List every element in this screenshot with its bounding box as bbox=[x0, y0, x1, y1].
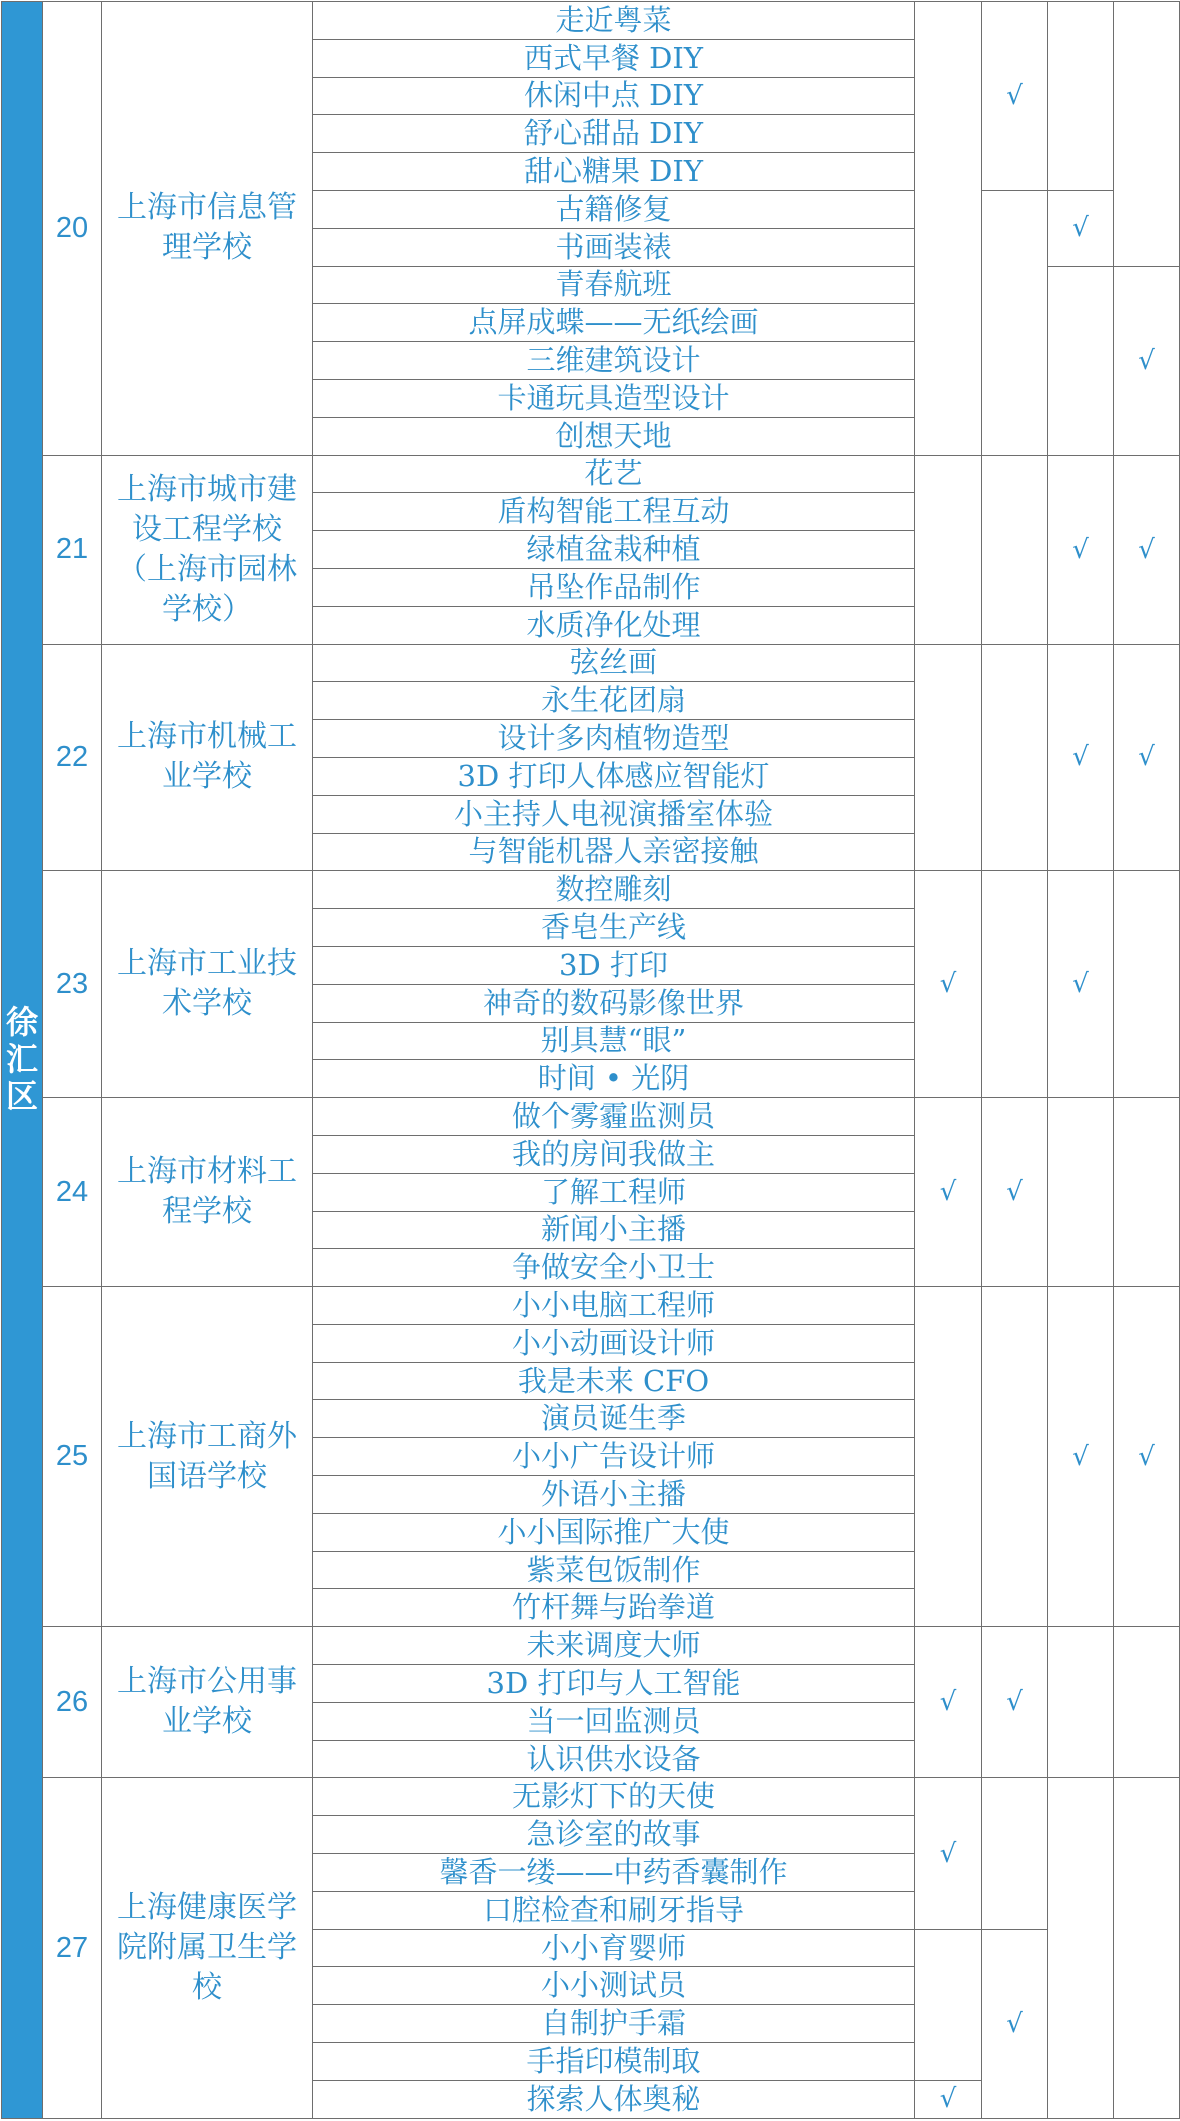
course-name: 与智能机器人亲密接触 bbox=[313, 833, 915, 871]
district-cell bbox=[2, 2, 43, 2119]
check-mark-col-1: √ bbox=[915, 1778, 982, 1929]
course-name: 花艺 bbox=[313, 455, 915, 493]
check-mark-col-2 bbox=[982, 644, 1048, 871]
check-mark-col-3 bbox=[1048, 1627, 1114, 1778]
course-name: 绿植盆栽种植 bbox=[313, 531, 915, 569]
check-mark-col-4: √ bbox=[1114, 455, 1180, 644]
course-name: 西式早餐 DIY bbox=[313, 39, 915, 77]
course-name: 口腔检查和刷牙指导 bbox=[313, 1891, 915, 1929]
check-mark-col-1: √ bbox=[915, 1627, 982, 1778]
course-name: 设计多肉植物造型 bbox=[313, 720, 915, 758]
course-name: 小小育婴师 bbox=[313, 1929, 915, 1967]
check-mark-col-4 bbox=[1114, 1627, 1180, 1778]
check-mark-col-1: √ bbox=[915, 871, 982, 1098]
course-name: 舒心甜品 DIY bbox=[313, 115, 915, 153]
course-name: 探索人体奥秘 bbox=[313, 2080, 915, 2118]
check-mark-col-2 bbox=[982, 1287, 1048, 1627]
school-name: 上海市公用事业学校 bbox=[102, 1627, 313, 1778]
school-name: 上海健康医学院附属卫生学校 bbox=[102, 1778, 313, 2118]
course-name: 我是未来 CFO bbox=[313, 1362, 915, 1400]
school-number: 22 bbox=[43, 644, 102, 871]
course-name: 弦丝画 bbox=[313, 644, 915, 682]
course-name: 三维建筑设计 bbox=[313, 342, 915, 380]
check-mark-col-4: √ bbox=[1114, 644, 1180, 871]
check-mark-col-1 bbox=[915, 2, 982, 456]
school-name: 上海市信息管理学校 bbox=[102, 2, 313, 456]
check-mark-col-3: √ bbox=[1048, 644, 1114, 871]
course-name: 神奇的数码影像世界 bbox=[313, 984, 915, 1022]
check-mark-col-4 bbox=[1114, 871, 1180, 1098]
course-name: 手指印模制取 bbox=[313, 2043, 915, 2081]
course-name: 走近粤菜 bbox=[313, 2, 915, 40]
course-name: 青春航班 bbox=[313, 266, 915, 304]
course-name: 小小国际推广大使 bbox=[313, 1513, 915, 1551]
school-number: 23 bbox=[43, 871, 102, 1098]
course-name: 古籍修复 bbox=[313, 190, 915, 228]
course-name: 3D 打印人体感应智能灯 bbox=[313, 757, 915, 795]
check-mark-col-2: √ bbox=[982, 1627, 1048, 1778]
table-row bbox=[2, 455, 1180, 493]
course-name: 小小电脑工程师 bbox=[313, 1287, 915, 1325]
table-row bbox=[2, 871, 1180, 909]
check-mark-col-3: √ bbox=[1048, 871, 1114, 1098]
check-mark-col-3 bbox=[1048, 1778, 1114, 2118]
check-mark-col-1: √ bbox=[915, 2080, 982, 2118]
district-label: 徐汇区 bbox=[5, 1003, 38, 1116]
course-name: 卡通玩具造型设计 bbox=[313, 379, 915, 417]
check-mark-col-3 bbox=[1048, 2, 1114, 191]
check-mark-col-2 bbox=[982, 1778, 1048, 1929]
check-mark-col-1 bbox=[915, 644, 982, 871]
course-table bbox=[1, 1, 1180, 2119]
check-mark-col-4: √ bbox=[1114, 1287, 1180, 1627]
table-row bbox=[2, 1627, 1180, 1665]
check-mark-col-2 bbox=[982, 455, 1048, 644]
course-name: 争做安全小卫士 bbox=[313, 1249, 915, 1287]
check-mark-col-3: √ bbox=[1048, 1287, 1114, 1627]
school-name: 上海市工业技术学校 bbox=[102, 871, 313, 1098]
course-name: 书画装裱 bbox=[313, 228, 915, 266]
check-mark-col-3 bbox=[1048, 266, 1114, 455]
school-number: 25 bbox=[43, 1287, 102, 1627]
check-mark-col-1 bbox=[915, 1929, 982, 2080]
course-name: 紫菜包饭制作 bbox=[313, 1551, 915, 1589]
check-mark-col-1 bbox=[915, 455, 982, 644]
course-name: 认识供水设备 bbox=[313, 1740, 915, 1778]
check-mark-col-3: √ bbox=[1048, 190, 1114, 266]
table-row bbox=[2, 1287, 1180, 1325]
course-name: 当一回监测员 bbox=[313, 1702, 915, 1740]
check-mark-col-2 bbox=[982, 190, 1048, 455]
check-mark-col-4 bbox=[1114, 1098, 1180, 1287]
school-name: 上海市城市建设工程学校（上海市园林学校） bbox=[102, 455, 313, 644]
course-name: 时间 • 光阴 bbox=[313, 1060, 915, 1098]
check-mark-col-2 bbox=[982, 871, 1048, 1098]
course-name: 演员诞生季 bbox=[313, 1400, 915, 1438]
school-number: 26 bbox=[43, 1627, 102, 1778]
course-name: 馨香一缕——中药香囊制作 bbox=[313, 1854, 915, 1892]
check-mark-col-2: √ bbox=[982, 1098, 1048, 1287]
course-name: 数控雕刻 bbox=[313, 871, 915, 909]
table-row bbox=[2, 2, 1180, 40]
course-name: 水质净化处理 bbox=[313, 606, 915, 644]
check-mark-col-2: √ bbox=[982, 2, 1048, 191]
school-number: 21 bbox=[43, 455, 102, 644]
school-name: 上海市机械工业学校 bbox=[102, 644, 313, 871]
school-number: 27 bbox=[43, 1778, 102, 2118]
check-mark-col-1 bbox=[915, 1287, 982, 1627]
course-name: 永生花团扇 bbox=[313, 682, 915, 720]
table-row bbox=[2, 1098, 1180, 1136]
course-name: 3D 打印与人工智能 bbox=[313, 1665, 915, 1703]
course-name: 急诊室的故事 bbox=[313, 1816, 915, 1854]
school-number: 20 bbox=[43, 2, 102, 456]
course-name: 吊坠作品制作 bbox=[313, 568, 915, 606]
course-name: 竹杆舞与跆拳道 bbox=[313, 1589, 915, 1627]
course-name: 别具慧“眼” bbox=[313, 1022, 915, 1060]
course-name: 无影灯下的天使 bbox=[313, 1778, 915, 1816]
course-name: 了解工程师 bbox=[313, 1173, 915, 1211]
course-name: 点屏成蝶——无纸绘画 bbox=[313, 304, 915, 342]
course-name: 小主持人电视演播室体验 bbox=[313, 795, 915, 833]
course-name: 3D 打印 bbox=[313, 946, 915, 984]
check-mark-col-3 bbox=[1048, 1098, 1114, 1287]
course-name: 小小测试员 bbox=[313, 1967, 915, 2005]
check-mark-col-4: √ bbox=[1114, 266, 1180, 455]
course-name: 未来调度大师 bbox=[313, 1627, 915, 1665]
table-row bbox=[2, 1778, 1180, 1816]
course-name: 小小广告设计师 bbox=[313, 1438, 915, 1476]
check-mark-col-4 bbox=[1114, 1778, 1180, 2118]
course-name: 外语小主播 bbox=[313, 1476, 915, 1514]
course-name: 小小动画设计师 bbox=[313, 1324, 915, 1362]
check-mark-col-1: √ bbox=[915, 1098, 982, 1287]
course-name: 新闻小主播 bbox=[313, 1211, 915, 1249]
school-number: 24 bbox=[43, 1098, 102, 1287]
course-name: 甜心糖果 DIY bbox=[313, 153, 915, 191]
check-mark-col-2: √ bbox=[982, 1929, 1048, 2118]
school-name: 上海市工商外国语学校 bbox=[102, 1287, 313, 1627]
check-mark-col-3: √ bbox=[1048, 455, 1114, 644]
course-name: 香皂生产线 bbox=[313, 909, 915, 947]
course-name: 创想天地 bbox=[313, 417, 915, 455]
course-name: 我的房间我做主 bbox=[313, 1135, 915, 1173]
course-name: 做个雾霾监测员 bbox=[313, 1098, 915, 1136]
check-mark-col-4 bbox=[1114, 2, 1180, 267]
course-name: 自制护手霜 bbox=[313, 2005, 915, 2043]
school-name: 上海市材料工程学校 bbox=[102, 1098, 313, 1287]
course-name: 盾构智能工程互动 bbox=[313, 493, 915, 531]
table-row bbox=[2, 644, 1180, 682]
course-name: 休闲中点 DIY bbox=[313, 77, 915, 115]
